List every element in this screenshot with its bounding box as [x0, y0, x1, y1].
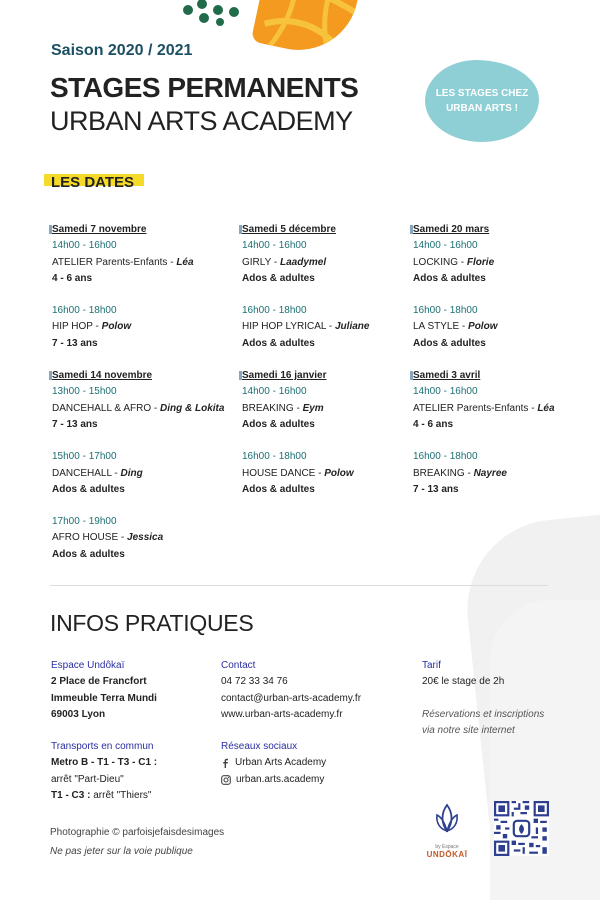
contact-email[interactable]: contact@urban-arts-academy.fr	[221, 692, 362, 704]
session-course: LOCKING - Florie	[413, 256, 495, 268]
session-time: 15h00 - 17h00	[52, 451, 117, 463]
page-subtitle: URBAN ARTS ACADEMY	[50, 106, 353, 136]
instagram-label: urban.arts.academy	[236, 773, 325, 785]
qr-code-icon[interactable]	[494, 801, 549, 856]
transport-line: T1 - C3 : arrêt "Thiers"	[51, 789, 152, 801]
session-teacher: Polow	[324, 467, 354, 479]
tarif-note: via notre site internet	[422, 724, 515, 736]
date-block	[52, 368, 227, 563]
season-label: Saison 2020 / 2021	[51, 42, 193, 59]
session-teacher: Laadymel	[279, 256, 327, 268]
venue-line: Immeuble Terra Mundi	[51, 692, 157, 704]
session-age: Ados & adultes	[242, 272, 315, 284]
session-time: 16h00 - 18h00	[413, 305, 478, 317]
date-label: Samedi 20 mars	[413, 222, 588, 238]
session-age: 7 - 13 ans	[52, 337, 98, 349]
session-teacher: Eym	[302, 402, 324, 414]
date-label: Samedi 16 janvier	[242, 368, 417, 384]
orange-pattern-decoration	[251, 0, 362, 61]
session-time: 16h00 - 18h00	[242, 305, 307, 317]
session-course: HOUSE DANCE - Polow	[242, 467, 354, 479]
session-teacher: Léa	[537, 402, 555, 414]
session-teacher: Jessica	[127, 532, 164, 544]
session-course: ATELIER Parents-Enfants - Léa	[52, 256, 194, 268]
contact-info	[221, 658, 361, 723]
session-age: Ados & adultes	[413, 337, 486, 349]
venue-line: 2 Place de Francfort	[51, 676, 147, 688]
session-course: HIP HOP - Polow	[52, 321, 132, 333]
facebook-icon	[221, 758, 230, 768]
session-teacher: Polow	[468, 321, 498, 333]
venue-line: 69003 Lyon	[51, 708, 106, 720]
session-course: BREAKING - Eym	[242, 402, 324, 414]
facebook-link[interactable]	[221, 755, 326, 771]
section-divider	[50, 585, 548, 586]
session-time: 16h00 - 18h00	[52, 305, 117, 317]
transport-info	[51, 739, 157, 804]
session-course: LA STYLE - Polow	[413, 321, 498, 333]
session-age: Ados & adultes	[242, 418, 315, 430]
dates-column-2	[242, 222, 417, 498]
session-age: 4 - 6 ans	[413, 418, 454, 430]
dates-column-1	[52, 222, 227, 563]
tarif-heading: Tarif	[422, 660, 441, 671]
session-time: 16h00 - 18h00	[242, 451, 307, 463]
session-age: Ados & adultes	[52, 548, 125, 560]
session-age: 4 - 6 ans	[52, 272, 93, 284]
session-time: 14h00 - 16h00	[52, 240, 117, 252]
transport-heading: Transports en commun	[51, 741, 154, 752]
dates-heading	[44, 174, 135, 192]
venue-heading: Espace Undôkaï	[51, 660, 125, 671]
session-course: BREAKING - Nayree	[413, 467, 507, 479]
social-info	[221, 739, 326, 788]
session-course: DANCEHALL & AFRO - Ding & Lokita	[52, 402, 225, 414]
date-label: Samedi 7 novembre	[52, 222, 227, 238]
session-age: 7 - 13 ans	[52, 418, 98, 430]
date-label: Samedi 14 novembre	[52, 368, 227, 384]
undokai-logo	[423, 803, 471, 859]
session-time: 14h00 - 16h00	[413, 240, 478, 252]
session-time: 17h00 - 19h00	[52, 516, 117, 528]
session-time: 14h00 - 16h00	[242, 240, 307, 252]
session-age: 7 - 13 ans	[413, 483, 459, 495]
date-block	[52, 222, 227, 352]
logo-name: UNDŌKAÏ	[426, 850, 468, 859]
social-heading: Réseaux sociaux	[221, 741, 298, 752]
tarif-info	[422, 658, 544, 739]
session-time: 13h00 - 15h00	[52, 386, 117, 398]
session-teacher: Florie	[466, 256, 495, 268]
session-teacher: Juliane	[335, 321, 370, 333]
tarif-price: 20€ le stage de 2h	[422, 676, 505, 688]
page-title: STAGES PERMANENTS	[50, 72, 359, 103]
session-age: Ados & adultes	[242, 337, 315, 349]
transport-stop: arrêt "Part-Dieu"	[51, 773, 124, 785]
session-course: ATELIER Parents-Enfants - Léa	[413, 402, 555, 414]
promo-bubble-text: LES STAGES CHEZ URBAN ARTS !	[435, 88, 529, 114]
session-course: AFRO HOUSE - Jessica	[52, 532, 164, 544]
photo-credit: Photographie © parfoisjefaisdesimages	[50, 827, 225, 838]
session-age: Ados & adultes	[242, 483, 315, 495]
contact-website[interactable]: www.urban-arts-academy.fr	[221, 708, 343, 720]
date-label: Samedi 5 décembre	[242, 222, 417, 238]
logo-sub: by Espace	[435, 844, 459, 850]
transport-line: Metro B - T1 - T3 - C1 :	[51, 757, 158, 769]
session-time: 14h00 - 16h00	[413, 386, 478, 398]
session-age: Ados & adultes	[413, 272, 486, 284]
session-teacher: Ding & Lokita	[160, 402, 225, 414]
date-block	[242, 368, 417, 498]
date-block	[413, 222, 588, 352]
session-teacher: Polow	[101, 321, 132, 333]
session-teacher: Ding	[120, 467, 143, 479]
session-course: DANCEHALL - Ding	[52, 467, 143, 479]
lotus-logo-icon	[432, 803, 462, 837]
date-label: Samedi 3 avril	[413, 368, 588, 384]
venue-info	[51, 658, 157, 723]
contact-heading: Contact	[221, 660, 256, 671]
instagram-icon	[221, 775, 231, 785]
session-teacher: Léa	[176, 256, 194, 268]
facebook-label: Urban Arts Academy	[235, 757, 327, 769]
tarif-note: Réservations et inscriptions	[422, 708, 545, 720]
contact-phone[interactable]: 04 72 33 34 76	[221, 676, 288, 688]
session-teacher: Nayree	[473, 467, 507, 479]
date-block	[242, 222, 417, 352]
instagram-link[interactable]	[221, 772, 326, 788]
dates-column-3	[413, 222, 588, 498]
session-course: GIRLY - Laadymel	[242, 256, 327, 268]
session-time: 16h00 - 18h00	[413, 451, 478, 463]
session-age: Ados & adultes	[52, 483, 125, 495]
dates-heading-text: LES DATES	[51, 174, 135, 191]
green-dots-decoration	[180, 0, 250, 26]
infos-title: INFOS PRATIQUES	[50, 610, 254, 636]
date-block	[413, 368, 588, 498]
session-course: HIP HOP LYRICAL - Juliane	[242, 321, 370, 333]
no-litter-notice: Ne pas jeter sur la voie publique	[50, 846, 193, 857]
session-time: 14h00 - 16h00	[242, 386, 307, 398]
promo-bubble	[425, 60, 539, 142]
